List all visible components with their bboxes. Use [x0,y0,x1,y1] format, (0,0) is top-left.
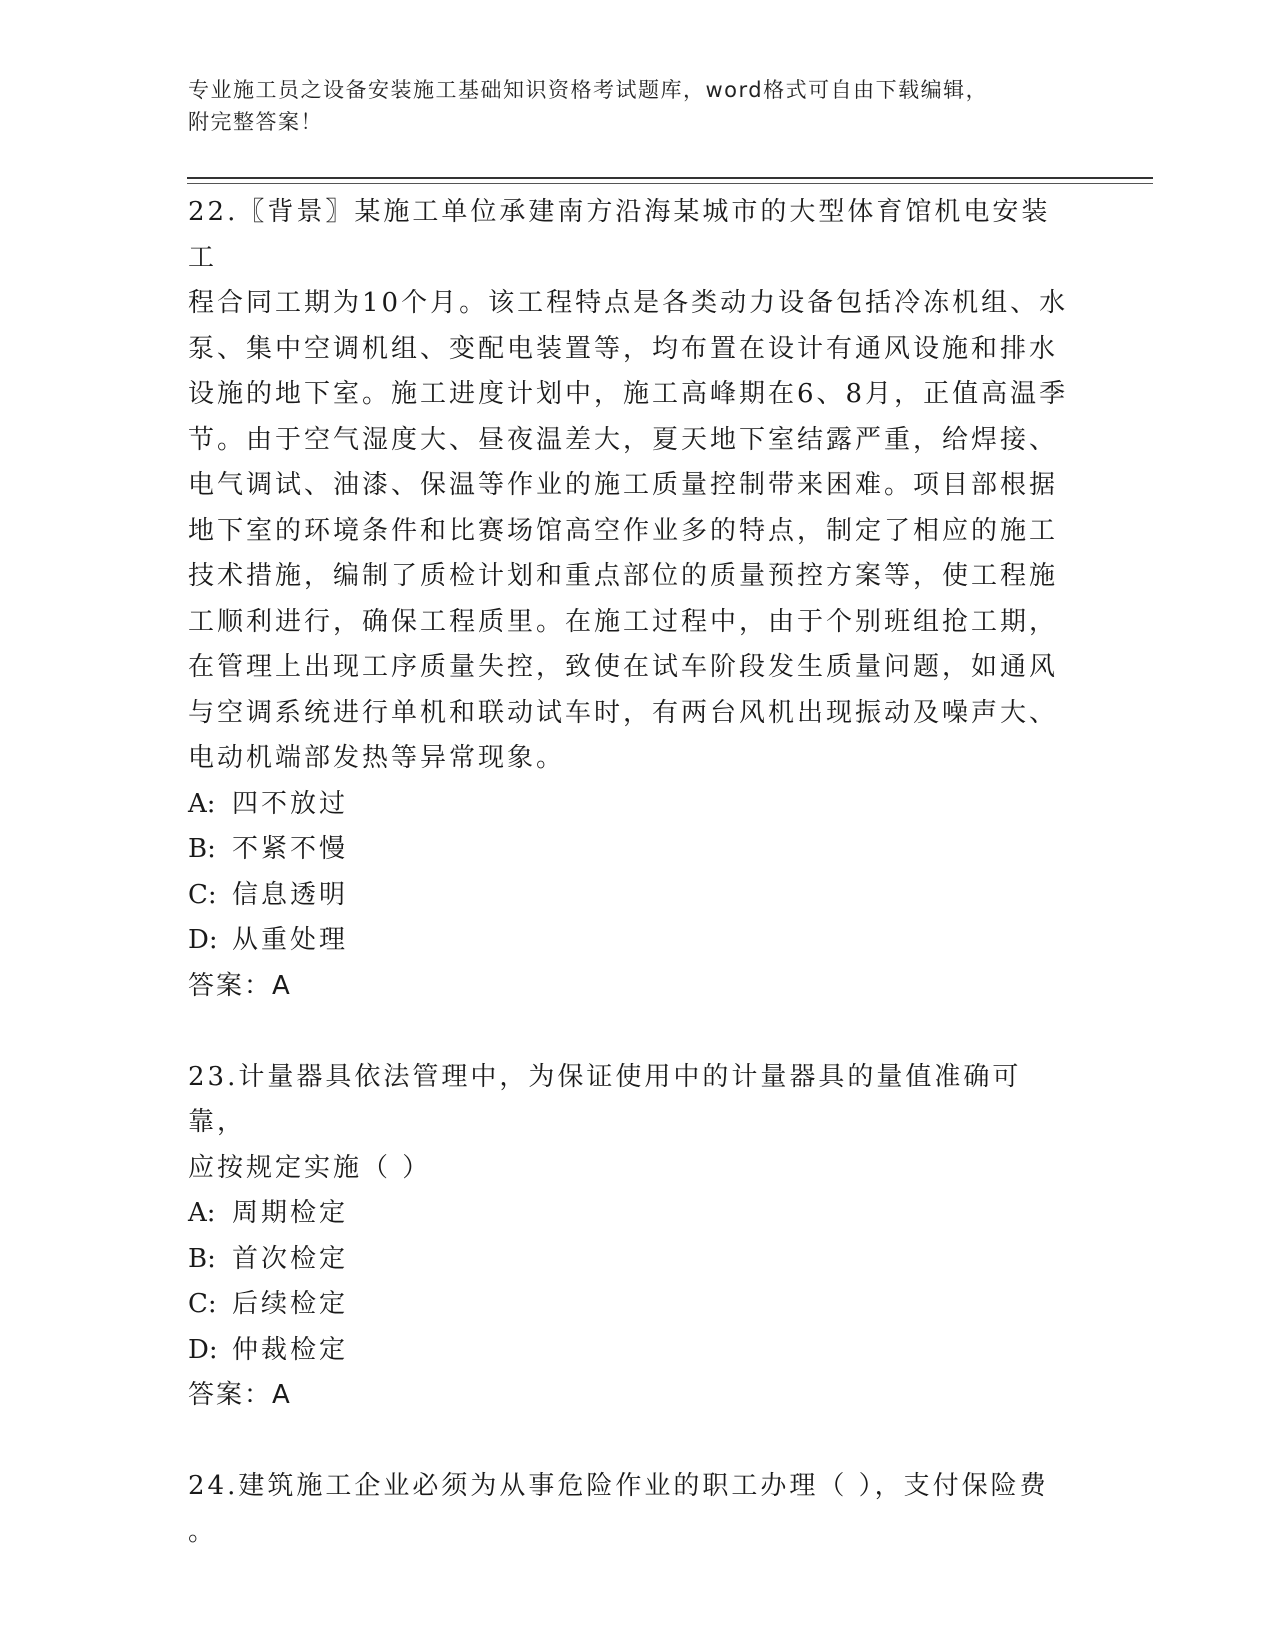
stem-line: 工顺利进行，确保工程质里。在施工过程中，由于个别班组抢工期， [188,606,1059,637]
stem-line: 程合同工期为10个月。该工程特点是各类动力设备包括冷冻机组、水 [188,288,1069,318]
option-letter: A: [188,788,216,819]
stem-line: 22.〖背景〗某施工单位承建南方沿海某城市的大型体育馆机电安装工 [188,197,1051,273]
option-b [188,1237,1078,1283]
option-letter: B: [188,834,216,864]
stem-line: 电气调试、油漆、保温等作业的施工质量控制带来困难。项目部根据 [188,470,1059,500]
option-text: 周期检定 [232,1198,349,1228]
option-a [188,782,1078,828]
question-24 [188,1464,1078,1555]
option-b [188,827,1078,873]
stem-line: 24.建筑施工企业必须为从事危险作业的职工办理（ ），支付保险费 [188,1471,1049,1501]
question-spacer [188,1009,1078,1055]
question-stem [188,1464,1078,1555]
answer: 答案：A [188,1380,292,1410]
question-22 [188,190,1078,1009]
option-d [188,1328,1078,1374]
header-line-1: 专业施工员之设备安装施工基础知识资格考试题库，word格式可自由下载编辑， [188,78,989,102]
question-list [188,190,1078,1555]
option-c [188,1282,1078,1328]
option-text: 仲裁检定 [232,1334,349,1365]
stem-line: 设施的地下室。施工进度计划中，施工高峰期在6、8月，正值高温季 [188,379,1069,409]
option-letter: B: [188,1243,216,1274]
header-divider-thick [187,177,1153,179]
option-c [188,873,1078,919]
stem-line: 节。由于空气湿度大、昼夜温差大，夏天地下室结露严重，给焊接、 [188,424,1059,455]
option-text: 信息透明 [232,879,349,910]
stem-line: 与空调系统进行单机和联动试车时，有两台风机出现振动及噪声大、 [188,697,1059,728]
option-letter: D: [188,925,218,955]
option-letter: D: [188,1334,218,1365]
question-stem [188,1055,1078,1192]
stem-line: 地下室的环境条件和比赛场馆高空作业多的特点，制定了相应的施工 [188,515,1059,546]
stem-line: 泵、集中空调机组、变配电装置等，均布置在设计有通风设施和排水 [188,333,1059,364]
option-text: 首次检定 [232,1243,349,1274]
option-text: 不紧不慢 [232,834,349,864]
answer: 答案：A [188,970,292,1001]
stem-line: 在管理上出现工序质量失控，致使在试车阶段发生质量问题，如通风 [188,652,1059,682]
option-a [188,1191,1078,1237]
stem-line: 技术措施，编制了质检计划和重点部位的质量预控方案等，使工程施 [188,561,1059,591]
question-stem [188,190,1078,782]
stem-line: 电动机端部发热等异常现象。 [188,743,566,773]
option-letter: C: [188,1289,217,1319]
stem-line: 。 [188,1516,218,1547]
stem-line: 23.计量器具依法管理中，为保证使用中的计量器具的量值准确可靠， [188,1061,1022,1137]
option-letter: A: [188,1198,216,1228]
question-23 [188,1055,1078,1419]
option-d [188,918,1078,964]
option-text: 从重处理 [232,925,349,955]
question-spacer [188,1419,1078,1465]
header-divider-thin [187,183,1153,184]
stem-line: 应按规定实施（ ） [188,1152,432,1183]
option-text: 四不放过 [232,788,349,819]
option-letter: C: [188,879,217,910]
header-line-2: 附完整答案！ [188,110,323,134]
document-header [188,74,1068,138]
option-text: 后续检定 [232,1289,349,1319]
